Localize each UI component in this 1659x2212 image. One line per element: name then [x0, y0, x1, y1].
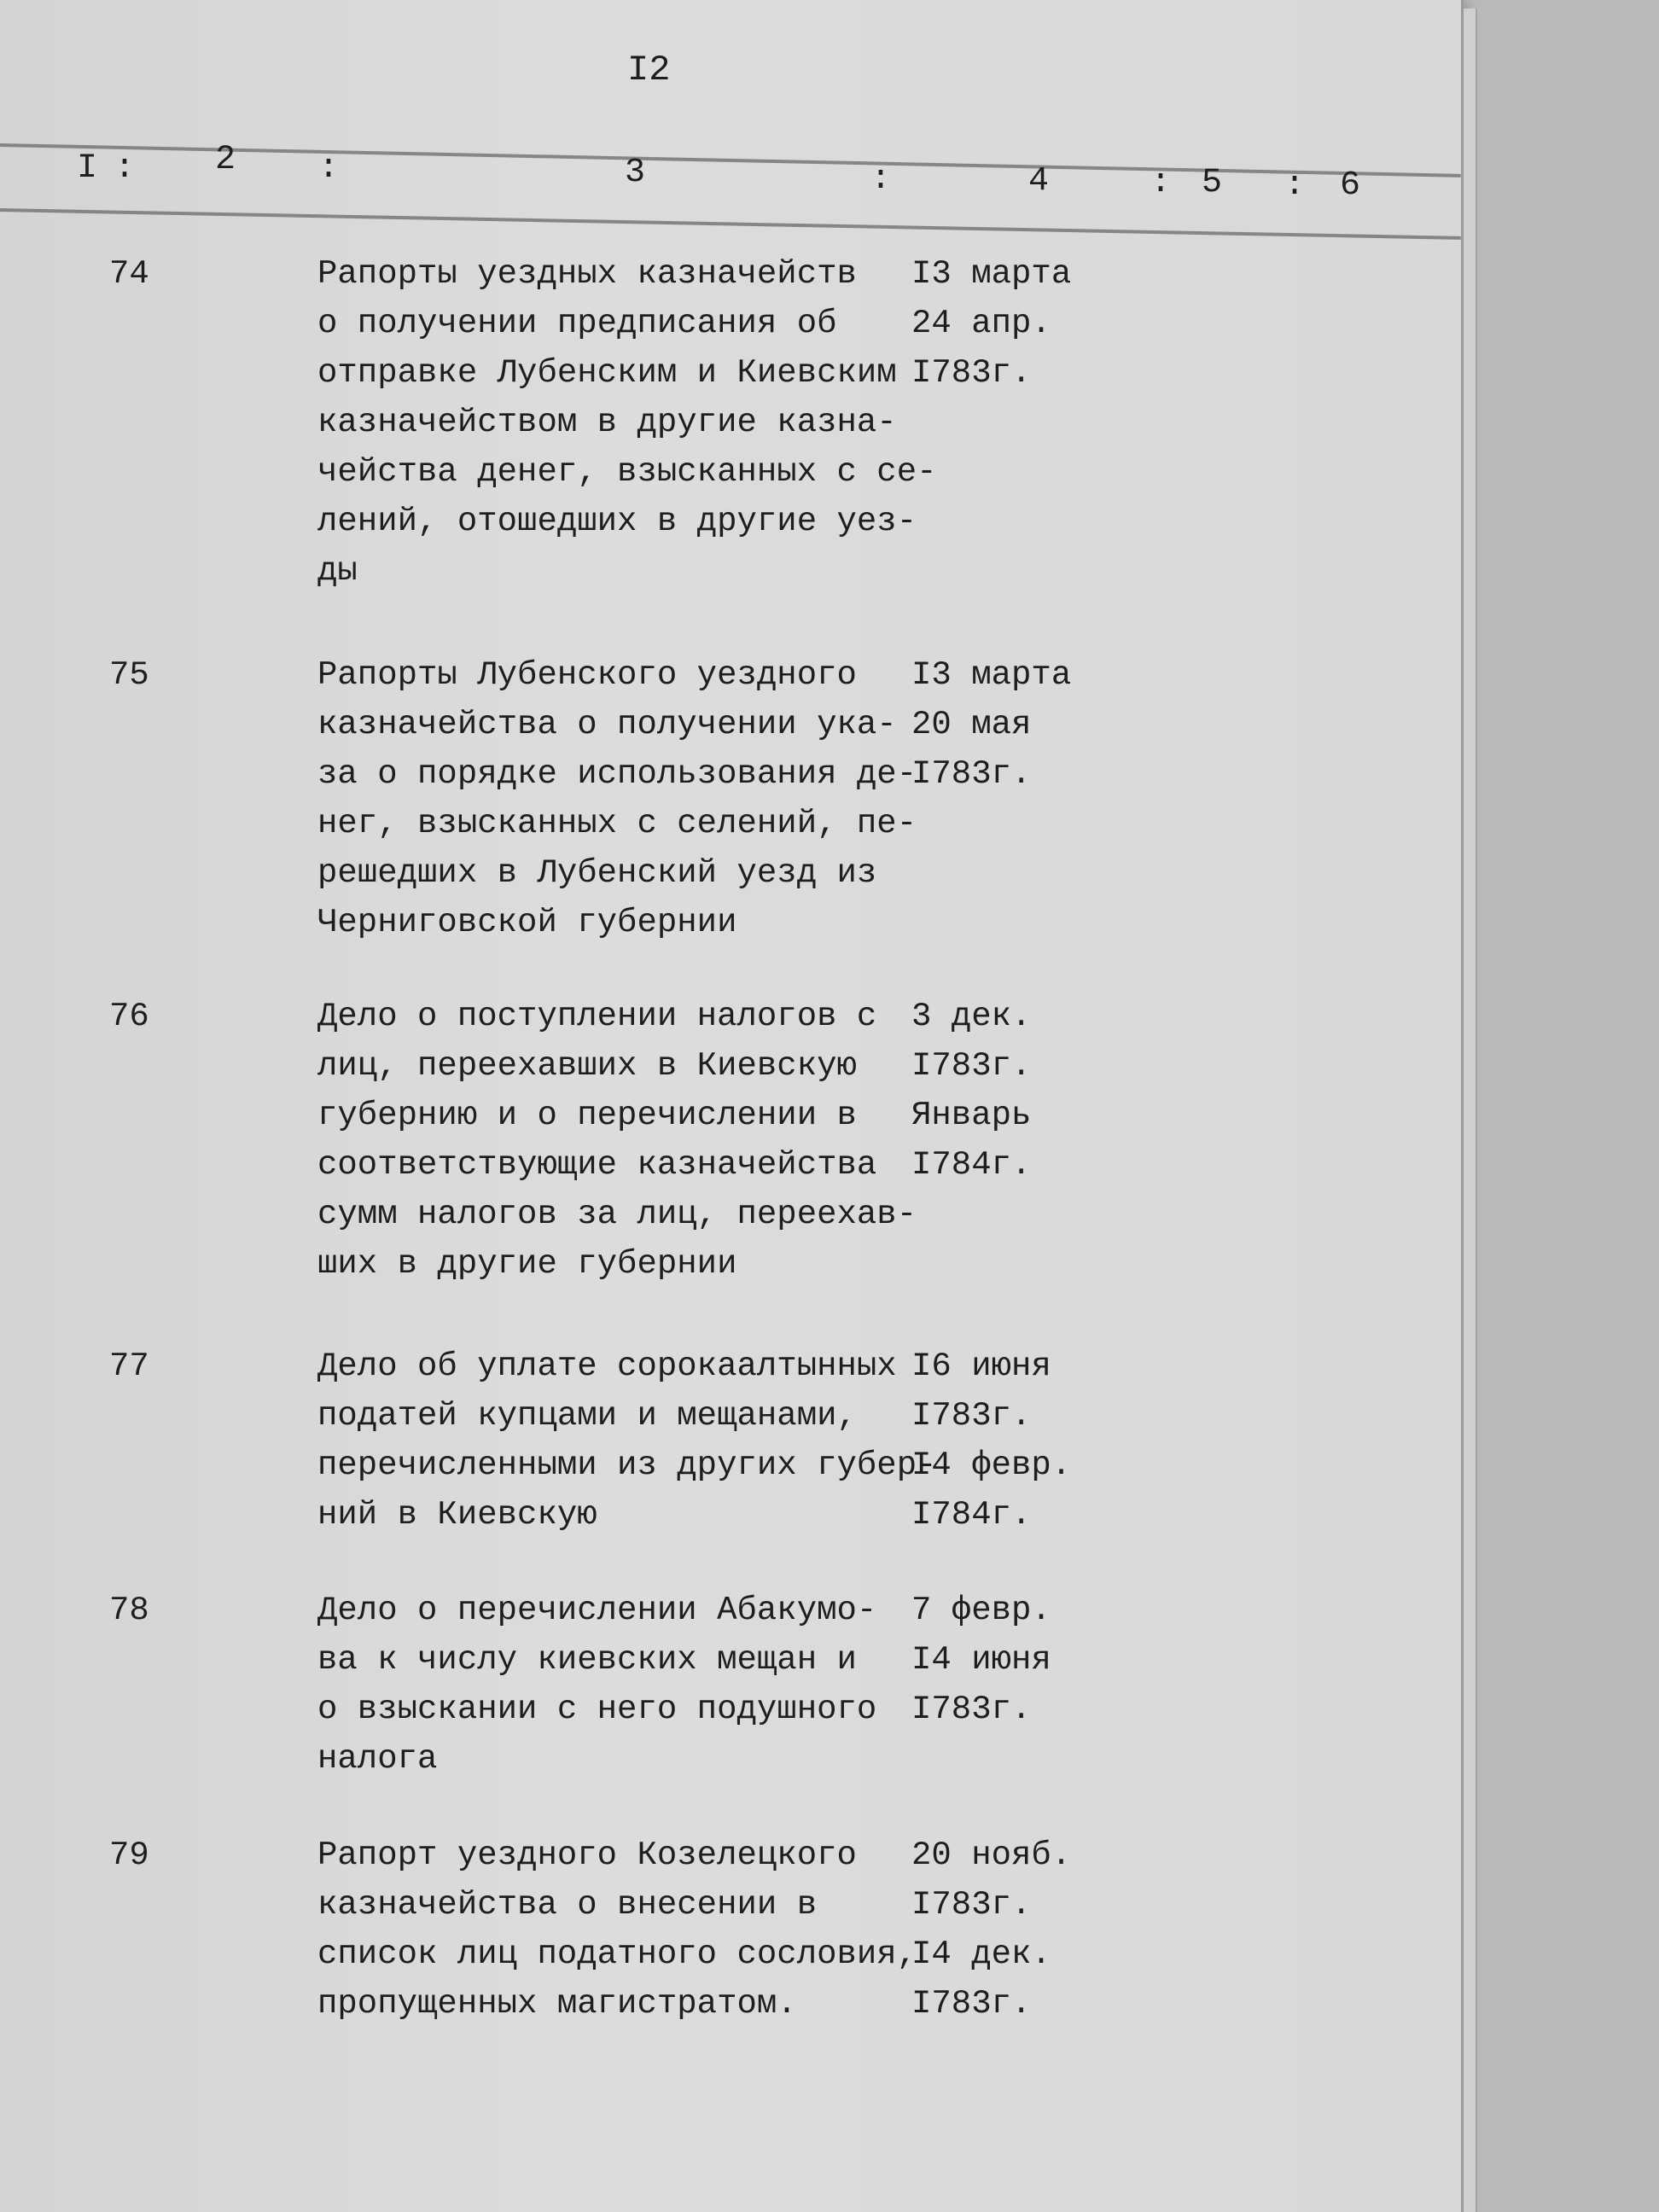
column-separator: : — [870, 160, 892, 199]
date-line: Январь — [911, 1097, 1032, 1134]
column-header-3: 3 — [625, 154, 646, 192]
column-header-6: 6 — [1340, 166, 1361, 205]
description-line: казначейства о получении ука- — [317, 706, 897, 743]
entry-description — [317, 650, 917, 947]
entry-number: 78 — [109, 1592, 149, 1629]
description-line: соответствующие казначейства — [317, 1146, 877, 1184]
column-separator: : — [318, 149, 340, 188]
column-separator: : — [1150, 164, 1172, 202]
date-line: I4 июня — [911, 1641, 1051, 1679]
description-line: Дело об уплате сорокаалтынных — [317, 1348, 897, 1385]
description-line: налога — [317, 1740, 438, 1778]
description-line: отправке Лубенским и Киевским — [317, 354, 897, 392]
column-separator: : — [114, 149, 136, 188]
entry-number: 74 — [109, 255, 149, 293]
entry-number: 77 — [109, 1348, 149, 1385]
date-line: I783г. — [911, 1886, 1032, 1924]
description-line: Черниговской губернии — [317, 904, 737, 941]
description-line: пропущенных магистратом. — [317, 1985, 797, 2023]
date-line: I783г. — [911, 1691, 1032, 1728]
date-line: I3 марта — [911, 656, 1072, 694]
date-line: I4 дек. — [911, 1936, 1051, 1973]
description-line: ний в Киевскую — [317, 1496, 597, 1534]
date-line: I783г. — [911, 1397, 1032, 1435]
description-line: казначейством в другие казна- — [317, 404, 897, 441]
header-rule-bottom — [0, 208, 1461, 240]
entry-dates — [911, 1342, 1071, 1540]
entry-dates — [911, 1586, 1051, 1734]
description-line: Рапорты Лубенского уездного — [317, 656, 857, 694]
description-line: Дело о перечислении Абакумо- — [317, 1592, 877, 1629]
date-line: I3 марта — [911, 255, 1072, 293]
description-line: лиц, переехавших в Киевскую — [317, 1047, 857, 1085]
date-line: I784г. — [911, 1146, 1032, 1184]
description-line: нег, взысканных с селений, пе- — [317, 805, 917, 842]
column-header-2: 2 — [215, 141, 236, 179]
description-line: ших в другие губернии — [317, 1245, 737, 1283]
entry-description — [317, 1586, 876, 1784]
description-line: список лиц податного сословия, — [317, 1936, 917, 1973]
description-line: Рапорты уездных казначейств — [317, 255, 857, 293]
column-header-5: 5 — [1202, 164, 1223, 202]
entry-dates — [911, 249, 1071, 398]
description-line: ва к числу киевских мещан и — [317, 1641, 857, 1679]
date-line: I783г. — [911, 1985, 1032, 2023]
description-line: сумм налогов за лиц, переехав- — [317, 1196, 917, 1233]
description-line: чейства денег, взысканных с се- — [317, 453, 937, 491]
entry-dates — [911, 1831, 1071, 2029]
page-stack-edge — [1464, 9, 1477, 2212]
description-line: решедших в Лубенский уезд из — [317, 854, 877, 892]
description-line: ды — [317, 552, 358, 590]
entry-description — [317, 249, 937, 596]
description-line: за о порядке использования де- — [317, 755, 917, 793]
description-line: перечисленными из других губер- — [317, 1447, 937, 1484]
date-line: I6 июня — [911, 1348, 1051, 1385]
column-header-4: 4 — [1028, 162, 1050, 201]
date-line: 7 февр. — [911, 1592, 1051, 1629]
date-line: I783г. — [911, 755, 1032, 793]
entry-dates — [911, 650, 1071, 799]
entry-number: 76 — [109, 998, 149, 1035]
entry-number: 79 — [109, 1837, 149, 1874]
page-number: I2 — [627, 49, 671, 90]
description-line: казначейства о внесении в — [317, 1886, 818, 1924]
entry-number: 75 — [109, 656, 149, 694]
entry-description — [317, 992, 917, 1289]
date-line: I783г. — [911, 1047, 1032, 1085]
description-line: губернию и о перечислении в — [317, 1097, 857, 1134]
date-line: I784г. — [911, 1496, 1032, 1534]
description-line: о получении предписания об — [317, 305, 837, 342]
date-line: 24 апр. — [911, 305, 1051, 342]
date-line: 20 мая — [911, 706, 1032, 743]
date-line: I4 февр. — [911, 1447, 1072, 1484]
column-separator: : — [1284, 166, 1306, 205]
description-line: Рапорт уездного Козелецкого — [317, 1837, 857, 1874]
column-header-1: I — [77, 149, 98, 188]
description-line: о взыскании с него подушного — [317, 1691, 877, 1728]
description-line: лений, отошедших в другие уез- — [317, 503, 917, 540]
date-line: I783г. — [911, 354, 1032, 392]
entry-description — [317, 1342, 937, 1540]
date-line: 3 дек. — [911, 998, 1032, 1035]
date-line: 20 нояб. — [911, 1837, 1072, 1874]
entry-description — [317, 1831, 917, 2029]
entry-dates — [911, 992, 1031, 1190]
description-line: Дело о поступлении налогов с — [317, 998, 877, 1035]
description-line: податей купцами и мещанами, — [317, 1397, 857, 1435]
